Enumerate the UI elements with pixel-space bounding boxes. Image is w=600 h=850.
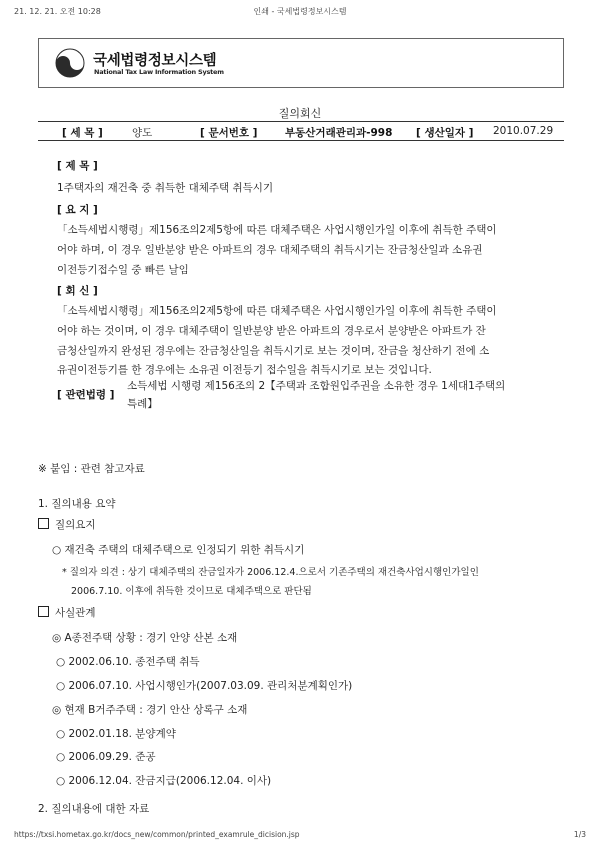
docnum-label: [ 문서번호 ] xyxy=(200,127,258,139)
facts-box-label: 사실관계 xyxy=(55,607,96,619)
question-box-label: 질의요지 xyxy=(55,519,96,531)
print-datetime: 21. 12. 21. 오전 10:28 xyxy=(14,7,101,16)
docnum-value: 부동산거래관리과-998 xyxy=(285,127,393,139)
summary-line: 어야 하며, 이 경우 일반분양 받은 아파트의 경우 대체주택의 취득시기는 잔금청산일과 소유권 xyxy=(57,244,483,256)
subject-text: 1주택자의 재건축 중 취득한 대체주택 취득시기 xyxy=(57,182,274,194)
house-b-item: ○ 2002.01.18. 분양계약 xyxy=(56,728,176,740)
questioner-opinion-cont: 2006.7.10. 이후에 취득한 것이므로 대체주택으로 판단됨 xyxy=(71,586,312,597)
house-b-heading: ◎ 현재 B거주주택 : 경기 안산 상록구 소재 xyxy=(52,704,248,716)
tax-label: [ 세 목 ] xyxy=(62,127,103,139)
facts-box-heading xyxy=(38,605,96,620)
logo-title: 국세법령정보시스템 xyxy=(93,53,217,69)
reply-heading: [ 회 신 ] xyxy=(57,285,98,297)
logo-banner xyxy=(38,38,564,88)
checkbox-square-icon xyxy=(38,606,49,617)
reply-line: 「소득세법시행령」제156조의2제5항에 따른 대체주택은 사업시행인가일 이후에 취득한 주택이 xyxy=(57,305,497,317)
tax-value: 양도 xyxy=(132,127,153,139)
section-heading: 1. 질의내용 요약 xyxy=(38,498,116,510)
house-b-item: ○ 2006.09.29. 준공 xyxy=(56,751,156,763)
summary-line: 「소득세법시행령」제156조의2제5항에 따른 대체주택은 사업시행인가일 이후에 취득한 주택이 xyxy=(57,224,497,236)
house-a-item: ○ 2002.06.10. 종전주택 취득 xyxy=(56,656,200,668)
summary-heading: [ 요 지 ] xyxy=(57,204,98,216)
house-b-item: ○ 2006.12.04. 잔금지급(2006.12.04. 이사) xyxy=(56,775,272,787)
related-law-label: [ 관련법령 ] xyxy=(57,389,115,401)
subject-heading: [ 제 목 ] xyxy=(57,160,98,172)
section-heading: 2. 질의내용에 대한 자료 xyxy=(38,803,150,815)
house-a-heading: ◎ A종전주택 상황 : 경기 안양 산본 소재 xyxy=(52,632,238,644)
print-title: 인쇄 - 국세법령정보시스템 xyxy=(253,7,347,16)
meta-row xyxy=(38,121,564,141)
house-a-item: ○ 2006.07.10. 사업시행인가(2007.03.09. 관리처분계획인가) xyxy=(56,680,353,692)
attachment-note: ※ 붙임 : 관련 참고자료 xyxy=(38,463,145,475)
reply-line: 유권이전등기를 한 경우에는 소유권 이전등기 접수일을 취득시기로 보는 것입니다. xyxy=(57,364,432,376)
logo-subtitle: National Tax Law Information System xyxy=(94,68,224,76)
related-law-line: 소득세법 시행령 제156조의 2【주택과 조합원입주권을 소유한 경우 1세대1주택의 xyxy=(127,380,506,392)
questioner-opinion: * 질의자 의견 : 상기 대체주택의 잔금일자가 2006.12.4.으로서 기존주택의 재건축사업시행인가일인 xyxy=(62,567,479,578)
page-number: 1/3 xyxy=(573,830,586,839)
summary-line: 이전등기접수일 중 빠른 날임 xyxy=(57,264,189,276)
date-label: [ 생산일자 ] xyxy=(416,127,474,139)
print-header xyxy=(14,6,586,18)
page-url: https://txsi.hometax.go.kr/docs_new/common/printed_examrule_dicision.jsp xyxy=(14,830,300,839)
taegeuk-emblem-icon xyxy=(55,48,85,78)
checkbox-square-icon xyxy=(38,518,49,529)
question-box-heading xyxy=(38,517,96,532)
date-value: 2010.07.29 xyxy=(493,125,554,137)
document-type: 질의회신 xyxy=(278,107,322,120)
question-item: ○ 재건축 주택의 대체주택으로 인정되기 위한 취득시기 xyxy=(52,544,305,556)
reply-line: 어야 하는 것이며, 이 경우 대체주택이 일반분양 받은 아파트의 경우로서 분양받은 아파트가 잔 xyxy=(57,325,486,337)
print-footer xyxy=(14,830,586,842)
reply-line: 금청산일까지 완성된 경우에는 잔금청산일을 취득시기로 보는 것이며, 잔금을 청산하기 전에 소 xyxy=(57,345,490,357)
related-law-line: 특례】 xyxy=(127,398,158,410)
